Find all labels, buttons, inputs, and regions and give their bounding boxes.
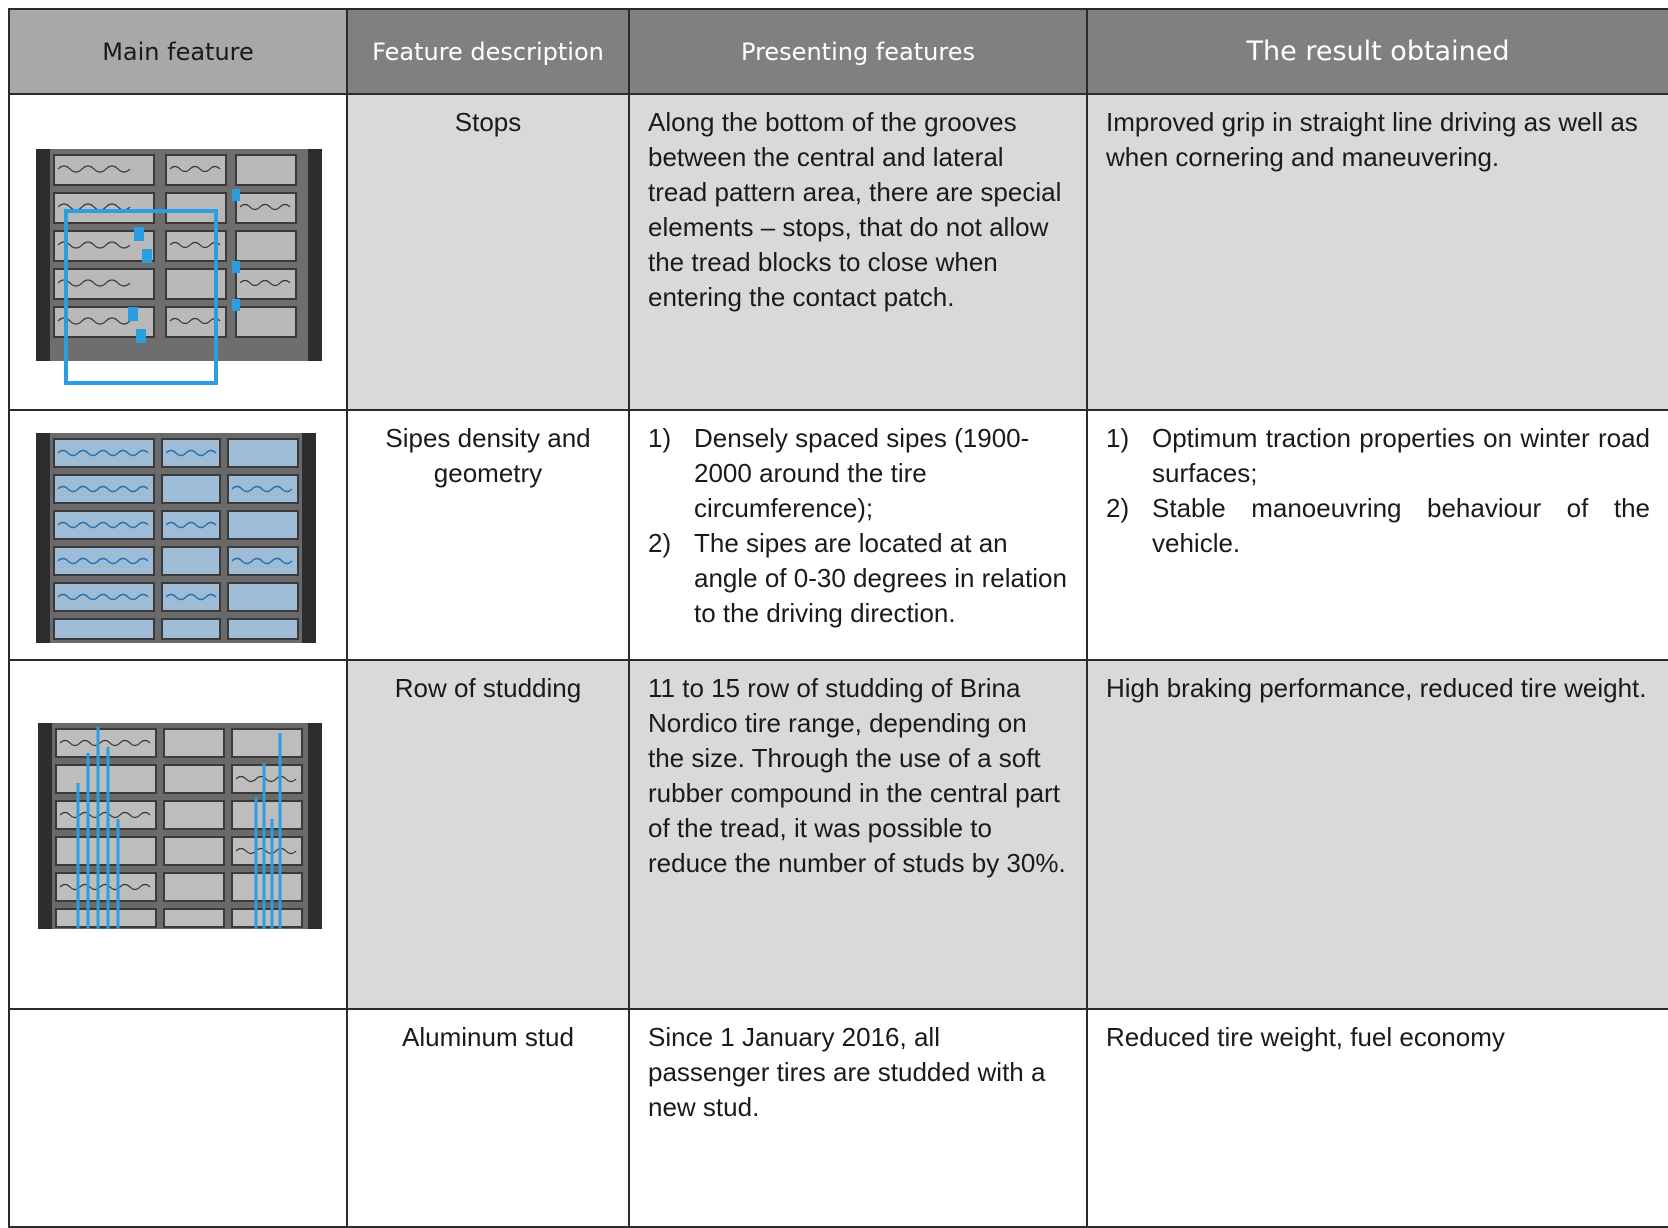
- presenting-studding: 11 to 15 row of studding of Brina Nordico tire range, depending on the size. Through the use of a soft rubber compound in the central part of the tread, it was possible to reduce the number of studs by 30%.: [629, 660, 1087, 1009]
- presenting-sipes: [629, 410, 1087, 660]
- list-item: 1) Densely spaced sipes (1900-2000 around the tire circumference);: [648, 423, 1030, 523]
- result-stops: Improved grip in straight line driving as well as when cornering and maneuvering.: [1087, 94, 1668, 410]
- table-row: [9, 94, 1668, 410]
- result-aluminum: Reduced tire weight, fuel economy: [1087, 1009, 1668, 1227]
- result-sipes-list: [1106, 421, 1650, 561]
- description-aluminum: Aluminum stud: [347, 1009, 629, 1227]
- result-studding: High braking performance, reduced tire weight.: [1087, 660, 1668, 1009]
- table-row: [9, 660, 1668, 1009]
- table-row: [9, 1009, 1668, 1227]
- result-sipes: [1087, 410, 1668, 660]
- list-item: 2) The sipes are located at an angle of 0-30 degrees in relation to the driving direction.: [648, 528, 1067, 628]
- list-item: 2) Stable manoeuvring behaviour of the vehicle.: [1106, 493, 1650, 558]
- description-sipes: Sipes density and geometry: [347, 410, 629, 660]
- tire-tread-sipes-icon: [36, 433, 316, 643]
- presenting-stops: Along the bottom of the grooves between the central and lateral tread pattern area, there are special elements – stops, that do not allow the tread blocks to close when entering the contact patch.: [629, 94, 1087, 410]
- description-studding: Row of studding: [347, 660, 629, 1009]
- list-item: 1) Optimum traction properties on winter road surfaces;: [1106, 423, 1650, 488]
- table-row: [9, 410, 1668, 660]
- tire-tread-studding-icon: [38, 723, 322, 929]
- presenting-sipes-list: [648, 421, 1068, 631]
- sipes-tire-image: [9, 410, 347, 660]
- description-stops: Stops: [347, 94, 629, 410]
- header-presenting-features: Presenting features: [629, 9, 1087, 94]
- header-feature-description: Feature description: [347, 9, 629, 94]
- header-row: [9, 9, 1668, 94]
- features-table: [8, 8, 1668, 1228]
- header-result-obtained: The result obtained: [1087, 9, 1668, 94]
- aluminum-image-cell: [9, 1009, 347, 1227]
- studding-tire-image: [9, 660, 347, 1009]
- tire-tread-stops-icon: [36, 149, 322, 385]
- presenting-aluminum: Since 1 January 2016, all passenger tires are studded with a new stud.: [629, 1009, 1087, 1227]
- header-main-feature: Main feature: [9, 9, 347, 94]
- stops-tire-image: [9, 94, 347, 410]
